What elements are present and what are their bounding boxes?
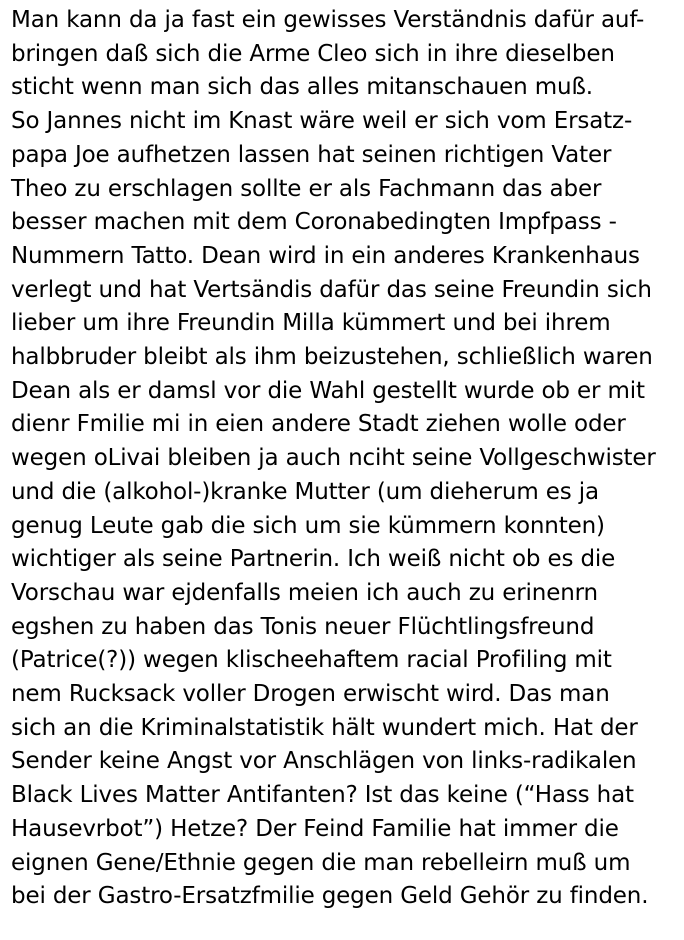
text-line: bringen daß sich die Arme Cleo sich in ihre dieselben [11, 40, 615, 67]
text-line: besser machen mit dem Coronabedingten Impfpass - [11, 209, 617, 236]
text-line: wichtiger als seine Partnerin. Ich weiß nicht ob es die [11, 546, 616, 573]
document-text [11, 4, 681, 914]
text-line: Theo zu erschlagen sollte er als Fachmann das aber [11, 175, 602, 202]
text-line: Hausevrbot”) Hetze? Der Feind Familie hat immer die [11, 815, 619, 842]
text-line: Dean als er damsl vor die Wahl gestellt wurde ob er mit [11, 377, 645, 404]
text-line: egshen zu haben das Tonis neuer Flüchtlingsfreund [11, 613, 595, 640]
text-line: genug Leute gab die sich um sie kümmern konnten) [11, 512, 605, 539]
text-line: dienr Fmilie mi in eien andere Stadt ziehen wolle oder [11, 411, 626, 438]
text-line: nem Rucksack voller Drogen erwischt wird. Das man [11, 681, 610, 708]
text-line: Black Lives Matter Antifanten? Ist das keine (“Hass hat [11, 782, 634, 809]
text-line: sich an die Kriminalstatistik hält wundert mich. Hat der [11, 714, 638, 741]
text-line: lieber um ihre Freundin Milla kümmert und bei ihrem [11, 310, 611, 337]
text-line: verlegt und hat Vertsändis dafür das seine Freundin sich [11, 276, 652, 303]
text-line: So Jannes nicht im Knast wäre weil er sich vom Ersatz- [11, 108, 633, 135]
text-line: sticht wenn man sich das alles mitanschauen muß. [11, 74, 593, 101]
text-line: (Patrice(?)) wegen klischeehaftem racial Profiling mit [11, 647, 612, 674]
text-line: wegen oLivai bleiben ja auch nciht seine Vollgeschwister [11, 445, 656, 472]
text-line: eignen Gene/Ethnie gegen die man rebelleirn muß um [11, 849, 631, 876]
text-line: halbbruder bleibt als ihm beizustehen, schließlich waren [11, 344, 653, 371]
text-line: papa Joe aufhetzen lassen hat seinen richtigen Vater [11, 141, 612, 168]
text-line: und die (alkohol-)kranke Mutter (um dieherum es ja [11, 478, 599, 505]
text-line: Man kann da ja fast ein gewisses Verständnis dafür auf- [11, 7, 645, 33]
text-line: Nummern Tatto. Dean wird in ein anderes Krankenhaus [11, 242, 640, 269]
text-line: Vorschau war ejdenfalls meien ich auch zu erinenrn [11, 579, 598, 606]
text-line: Sender keine Angst vor Anschlägen von links-radikalen [11, 748, 637, 775]
text-line: bei der Gastro-Ersatzfmilie gegen Geld Gehör zu finden. [11, 883, 649, 910]
